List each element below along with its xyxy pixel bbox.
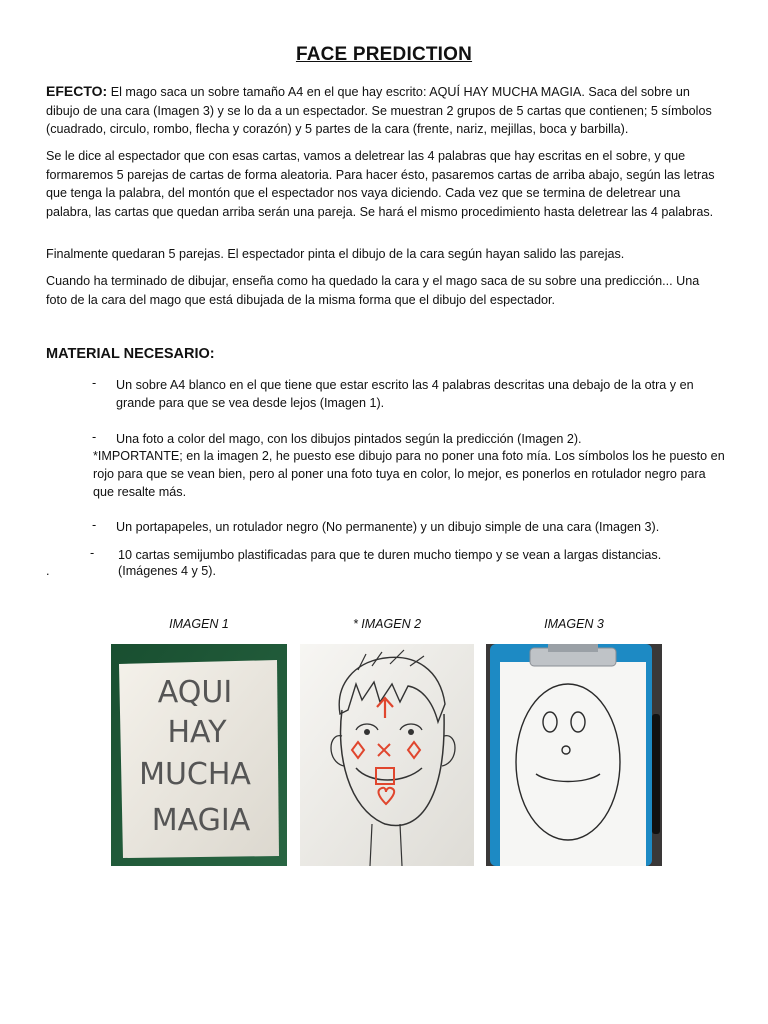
bullet-dash: - <box>92 376 97 390</box>
material-item-cartas: 10 cartas semijumbo plastificadas para que te duren mucho tiempo y se vean a largas distancias. <box>118 548 662 562</box>
image-clipboard-face <box>486 644 662 866</box>
paragraph-deletrear: Se le dice al espectador que con esas cartas, vamos a deletrear las 4 palabras que hay escritas en el sobre, y que formaremos 5 parejas de cartas de forma aleatoria. Para hacer ésto, pasaremos cartas de arriba abajo, según las letras que tenga la palabra, del montón que el espectador nos vaya diciendo. Cada vez que se termina de deletrear una palabra, las cartas que quedan arriba serán una pareja. Se hará el mismo procedimiento hasta deletrear las 4 palabras. <box>46 149 715 219</box>
material-item-portapapeles: Un portapapeles, un rotulador negro (No permanente) y un dibujo simple de una cara (Imagen 3). <box>116 520 660 534</box>
paragraph-prediccion: Cuando ha terminado de dibujar, enseña como ha quedado la cara y el mago saca de su sobre una predicción... Una foto de la cara del mago que está dibujada de la misma forma que el dibujo del espectador. <box>46 274 700 307</box>
sign-word: MUCHA <box>139 757 251 792</box>
material-item-foto: Una foto a color del mago, con los dibujos pintados según la predicción (Imagen 2). <box>116 432 582 446</box>
image-sign-aqui-hay-mucha-magia <box>111 644 287 866</box>
stray-dot: . <box>46 564 50 578</box>
caption-imagen-2: * IMAGEN 2 <box>352 617 422 631</box>
image-face-with-symbols <box>300 644 474 866</box>
sign-word: MAGIA <box>151 803 251 838</box>
bullet-dash: - <box>92 430 97 444</box>
material-heading: MATERIAL NECESARIO: <box>46 346 215 362</box>
efecto-paragraph <box>46 82 722 139</box>
material-item-cartas-ref: (Imágenes 4 y 5). <box>118 564 216 578</box>
importante-note: *IMPORTANTE; en la imagen 2, he puesto ese dibujo para no poner una foto mía. Los símbolos los he puesto en rojo para que se vean bien, pero al poner una foto tuya en color, lo mejor, es ponerlos en rotulador negro para que resalte más. <box>93 449 725 499</box>
bullet-dash: - <box>92 518 97 532</box>
efecto-text: El mago saca un sobre tamaño A4 en el que hay escrito: AQUÍ HAY MUCHA MAGIA. Saca del sobre un dibujo de una cara (Imagen 3) y se lo da a un espectador. Se muestran 2 grupos de 5 cartas que contienen; 5 símbolos (cuadrado, circulo, rombo, flecha y corazón) y 5 partes de la cara (frente, nariz, mejillas, boca y barbilla). <box>46 85 712 136</box>
sign-word: AQUI <box>157 675 233 710</box>
paragraph-parejas: Finalmente quedaran 5 parejas. El espectador pinta el dibujo de la cara según hayan salido las parejas. <box>46 247 625 261</box>
efecto-label: EFECTO: <box>46 83 108 99</box>
sign-word: HAY <box>167 715 227 750</box>
page-title: FACE PREDICTION <box>295 44 473 65</box>
material-item-sobre: Un sobre A4 blanco en el que tiene que estar escrito las 4 palabras descritas una debajo de la otra y en grande para que se vea desde lejos (Imagen 1). <box>116 378 694 410</box>
bullet-dash: - <box>90 546 95 560</box>
caption-imagen-3: IMAGEN 3 <box>544 617 604 631</box>
caption-imagen-1: IMAGEN 1 <box>169 617 229 631</box>
